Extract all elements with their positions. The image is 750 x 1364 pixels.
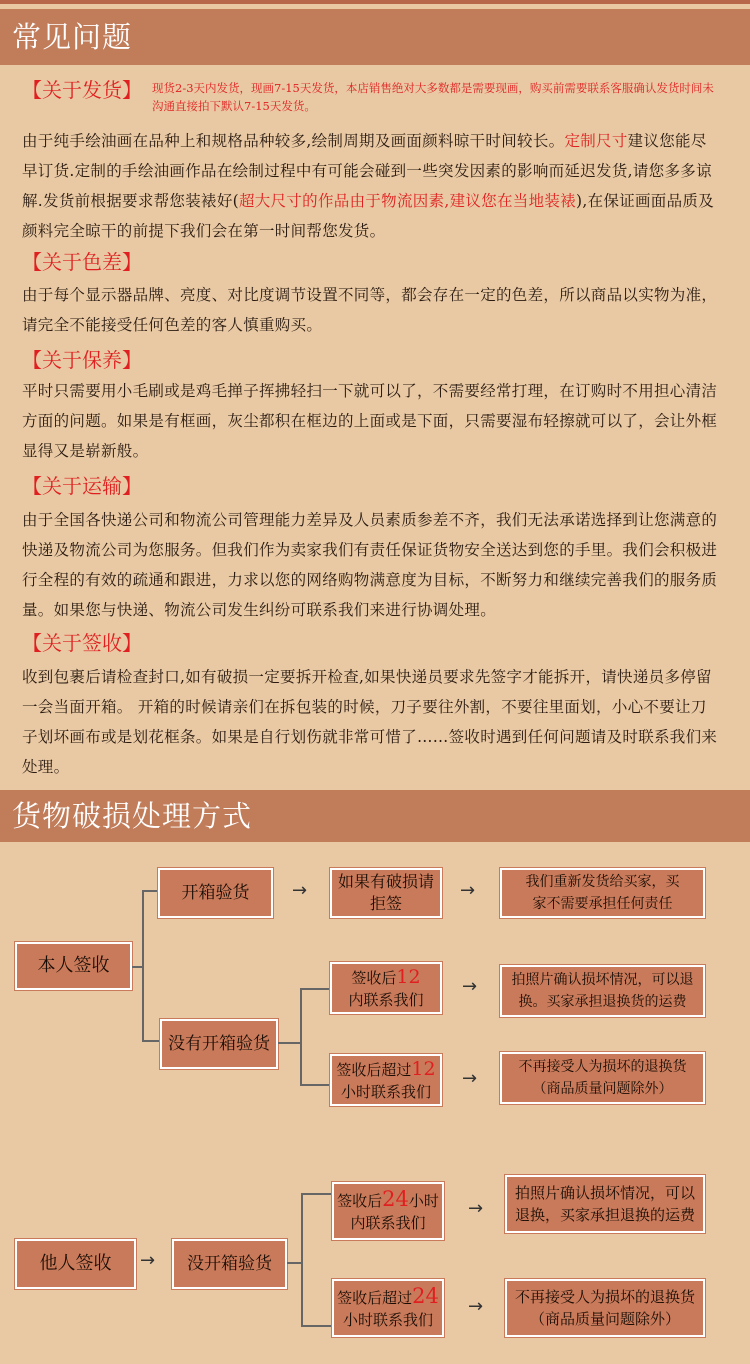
over-12-line2 [341, 1081, 431, 1103]
shipping-p1-red: 定制尺寸 [564, 132, 628, 150]
within-24-mid: 小时 [408, 1192, 439, 1210]
photo-12-box: 拍照片确认损坏情况，可以退换。买家承担退换货的运费 [500, 965, 705, 1017]
shipping-p2: 建议您能尽早订货.定制的手绘油画作品在绘制过程中有可能会碰到一些突发因素的影响而延迟发货,请您多多谅解.发货前根据要求帮您装裱好( [22, 132, 712, 210]
color-title: 【关于色差】 [22, 250, 142, 274]
over-24-post: 小时联系我们 [342, 1311, 433, 1329]
transport-body: 由于全国各快递公司和物流公司管理能力差异及人员素质参差不齐，我们无法承诺选择到让您满意的快递及物流公司为您服务。但我们作为卖家我们有责任保证货物安全送达到您的手里。我们会积极进行全程的有效的疏通和跟进，力求以您的网络购物满意度为目标，不断努力和继续完善我们的服务质量。如果您与快递、物流公司发生纠纷可联系我们来进行协调处理。 [22, 511, 718, 619]
shipping-body [22, 126, 722, 246]
over-12-pre: 签收后超过 [336, 1060, 412, 1079]
within-24-line2 [350, 1212, 425, 1234]
over-24-pre: 签收后超过 [337, 1289, 413, 1307]
color-body: 由于每个显示器品牌、亮度、对比度调节设置不同等，都会存在一定的色差，所以商品以实物为准，请完全不能接受任何色差的客人慎重购买。 [22, 286, 718, 334]
not-opened-box: 没有开箱验货 [160, 1019, 278, 1069]
over-12-box [330, 1054, 442, 1106]
within-24-pre: 签收后 [337, 1192, 383, 1210]
over-24-num: 24 [412, 1284, 439, 1308]
photo-24-box: 拍照片确认损坏情况，可以退换，买家承担退换的运费 [505, 1175, 705, 1233]
care-title: 【关于保养】 [22, 348, 142, 372]
over-12-num: 12 [411, 1057, 436, 1080]
noreturn-24-box: 不再接受人为损坏的退换货（商品质量问题除外） [505, 1279, 705, 1337]
within-24-line1 [337, 1188, 439, 1212]
arrow-right-icon: → [292, 880, 308, 901]
over-24-line2 [343, 1309, 433, 1331]
shipping-p1: 由于纯手绘油画在品种上和规格品种较多,绘制周期及画面颜料晾干时间较长。 [22, 132, 565, 150]
arrow-right-icon: → [460, 880, 476, 901]
connector [142, 890, 158, 892]
receipt-body: 收到包裹后请检查封口,如有破损一定要拆开检查,如果快递员要求先签字才能拆开，请快递员多停留一会当面开箱。 开箱的时候请亲们在拆包装的时候，刀子要往外割，不要往里面划，小心不要让刀子划坏画布或是划花框条。如果是自行划伤就非常可惜了……签收时遇到任何问题请及时联系我们来处理。 [22, 668, 718, 776]
within-12-box [330, 962, 442, 1014]
arrow-right-icon: → [462, 1068, 478, 1089]
shipping-note: 现货2-3天内发货，现画7-15天发货，本店销售绝对大多数都是需要现画，购买前需要联系客服确认发货时间未沟通直接拍下默认7-15天发货。 [152, 81, 714, 113]
arrow-right-icon: → [140, 1250, 156, 1271]
reship-box: 我们重新发货给买家，买家不需要承担任何责任 [500, 868, 705, 918]
connector [301, 1193, 332, 1195]
connector [142, 1040, 160, 1042]
within-24-post: 内联系我们 [350, 1214, 426, 1232]
within-12-post: 内联系我们 [348, 990, 424, 1009]
over-12-post: 小时联系我们 [340, 1082, 431, 1101]
connector [132, 966, 142, 968]
arrow-right-icon: → [462, 976, 478, 997]
if-damaged-box: 如果有破损请拒签 [330, 868, 442, 918]
shipping-title: 【关于发货】 [22, 78, 142, 102]
self-sign-box: 本人签收 [15, 942, 132, 990]
connector [300, 1084, 330, 1086]
connector [301, 1193, 303, 1326]
within-24-num: 24 [382, 1187, 409, 1211]
connector [300, 988, 330, 990]
within-12-num: 12 [396, 965, 421, 988]
within-12-line1 [351, 966, 420, 989]
opened-box: 开箱验货 [158, 868, 273, 918]
other-sign-box: 他人签收 [15, 1239, 136, 1289]
over-12-line1 [336, 1058, 435, 1081]
noreturn-12-box: 不再接受人为损坏的退换货（商品质量问题除外） [500, 1052, 705, 1104]
connector [301, 1325, 332, 1327]
connector [300, 988, 302, 1086]
other-not-opened-box: 没开箱验货 [172, 1239, 287, 1289]
care-body: 平时只需要用小毛刷或是鸡毛掸子挥拂轻扫一下就可以了，不需要经常打理，在订购时不用担心清洁方面的问题。如果是有框画，灰尘都积在框边的上面或是下面，只需要湿布轻擦就可以了，会让外框显得又是崭新般。 [22, 382, 718, 460]
damage-header: 货物破损处理方式 [0, 790, 750, 842]
connector [278, 1042, 300, 1044]
within-12-pre: 签收后 [351, 968, 397, 987]
shipping-p2-red: 超大尺寸的作品由于物流因素,建议您在当地装裱 [238, 192, 577, 210]
arrow-right-icon: → [468, 1198, 484, 1219]
receipt-title: 【关于签收】 [22, 631, 142, 655]
over-24-line1 [337, 1285, 439, 1309]
connector [142, 890, 144, 1040]
top-divider [0, 0, 750, 4]
within-24-box [332, 1182, 444, 1240]
shipping-p3: ),在保证画面品质及颜料完全晾干的前提下我们会在第一时间帮您发货。 [22, 192, 714, 240]
transport-title: 【关于运输】 [22, 474, 142, 498]
over-24-box [332, 1279, 444, 1337]
arrow-right-icon: → [468, 1296, 484, 1317]
within-12-line2 [348, 989, 423, 1011]
faq-header: 常见问题 [0, 9, 750, 65]
